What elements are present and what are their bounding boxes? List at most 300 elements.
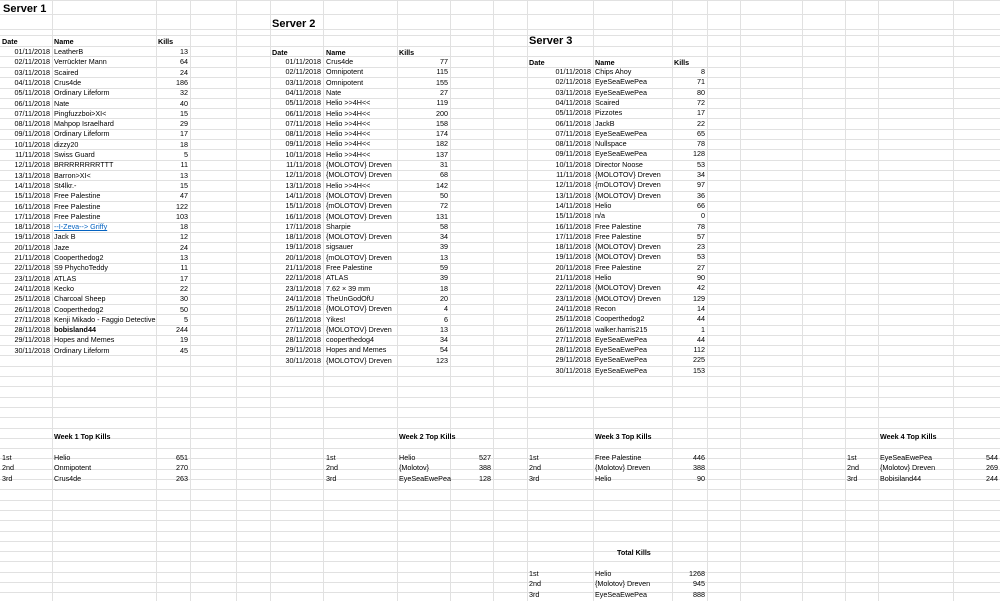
week2-name-cell[interactable]: Helio — [399, 453, 416, 462]
server2-date-cell[interactable]: 09/11/2018 — [285, 139, 321, 149]
server2-name-cell[interactable]: Omnipotent — [326, 67, 364, 77]
server1-date-cell[interactable]: 30/11/2018 — [14, 345, 50, 355]
server1-kills-cell[interactable]: 5 — [184, 314, 188, 324]
server2-name-cell[interactable]: Free Palestine — [326, 263, 373, 272]
server1-kills-cell[interactable]: 17 — [180, 273, 188, 283]
server2-date-cell[interactable]: 08/11/2018 — [285, 129, 321, 139]
week3-kills-cell[interactable]: 446 — [693, 453, 705, 462]
week3-kills-cell[interactable]: 388 — [693, 463, 705, 473]
week1-rank-cell[interactable]: 2nd — [2, 463, 14, 473]
server3-date-cell[interactable]: 13/11/2018 — [555, 190, 591, 200]
server1-name-cell[interactable]: ATLAS — [54, 273, 77, 283]
server3-date-cell[interactable]: 26/11/2018 — [555, 324, 591, 334]
server1-name-cell[interactable]: St4lkr.- — [54, 180, 77, 190]
server2-date-cell[interactable]: 11/11/2018 — [286, 160, 321, 169]
week4-rank-cell[interactable]: 2nd — [847, 463, 859, 473]
server3-kills-cell[interactable]: 225 — [693, 355, 705, 365]
server3-name-cell[interactable]: {MOLOTOV} Dreven — [595, 252, 661, 262]
server1-date-cell[interactable]: 12/11/2018 — [14, 160, 50, 170]
server1-kills-cell[interactable]: 40 — [180, 98, 188, 108]
server1-name-cell[interactable]: S9 PhychoTeddy — [54, 263, 108, 273]
week2-title[interactable]: Week 2 Top Kills — [399, 432, 456, 441]
server3-name-cell[interactable]: walker.harris215 — [595, 324, 648, 334]
server3-name-cell[interactable]: EyeSeaEwePea — [595, 355, 647, 365]
server2-kills-cell[interactable]: 58 — [440, 221, 448, 231]
server2-date-cell[interactable]: 04/11/2018 — [285, 87, 321, 97]
server3-name-cell[interactable]: Scaired — [595, 97, 620, 107]
server2-kills-cell[interactable]: 59 — [440, 263, 448, 272]
server1-date-cell[interactable]: 13/11/2018 — [14, 170, 50, 180]
server1-name-cell[interactable]: Mahpop Israelhard — [54, 119, 114, 129]
server3-kills-cell[interactable]: 112 — [693, 345, 705, 355]
server1-date-cell[interactable]: 20/11/2018 — [14, 242, 50, 252]
server2-kills-cell[interactable]: 6 — [444, 314, 448, 324]
server1-header-date[interactable]: Date — [2, 37, 18, 46]
week1-rank-cell[interactable]: 1st — [2, 453, 12, 462]
server2-name-cell[interactable]: Sharpie — [326, 221, 351, 231]
week4-rank-cell[interactable]: 1st — [847, 453, 857, 462]
server2-kills-cell[interactable]: 142 — [436, 180, 448, 190]
server1-kills-cell[interactable]: 64 — [180, 57, 188, 67]
server2-name-cell[interactable]: Helio >>4H<< — [326, 139, 371, 149]
server2-date-cell[interactable]: 03/11/2018 — [285, 77, 321, 87]
server2-name-cell[interactable]: Helio >>4H<< — [326, 129, 371, 139]
week3-rank-cell[interactable]: 1st — [529, 453, 539, 462]
server1-date-cell[interactable]: 11/11/2018 — [15, 150, 50, 159]
server1-date-cell[interactable]: 17/11/2018 — [14, 211, 50, 221]
week2-rank-cell[interactable]: 2nd — [326, 463, 338, 473]
week1-kills-cell[interactable]: 263 — [176, 473, 188, 483]
server2-date-cell[interactable]: 22/11/2018 — [285, 273, 321, 283]
server1-date-cell[interactable]: 10/11/2018 — [14, 139, 50, 149]
server3-name-cell[interactable]: Director Noose — [595, 159, 643, 169]
week1-name-cell[interactable]: Onmipotent — [54, 463, 92, 473]
server3-date-cell[interactable]: 09/11/2018 — [555, 149, 591, 159]
server3-date-cell[interactable]: 17/11/2018 — [555, 231, 591, 241]
server3-name-cell[interactable]: Helio — [595, 273, 612, 282]
week4-name-cell[interactable]: Bobisiland44 — [880, 473, 922, 483]
server1-date-cell[interactable]: 19/11/2018 — [14, 232, 50, 242]
server1-date-cell[interactable]: 15/11/2018 — [14, 191, 50, 201]
server3-kills-cell[interactable]: 90 — [697, 273, 705, 282]
server1-date-cell[interactable]: 24/11/2018 — [14, 283, 50, 293]
server2-name-cell[interactable]: {MOLOTOV} Dreven — [326, 160, 392, 169]
server2-kills-cell[interactable]: 158 — [436, 118, 448, 128]
server1-kills-cell[interactable]: 30 — [180, 294, 188, 304]
server1-date-cell[interactable]: 28/11/2018 — [14, 325, 50, 335]
server1-date-cell[interactable]: 07/11/2018 — [14, 108, 50, 118]
server1-name-cell[interactable]: Ordinary Lifeform — [54, 129, 110, 139]
server1-name-cell[interactable]: LeatherB — [54, 47, 84, 56]
server1-name-cell[interactable]: Free Palestine — [54, 211, 101, 221]
server1-date-cell[interactable]: 25/11/2018 — [14, 294, 50, 304]
week1-rank-cell[interactable]: 3rd — [2, 473, 13, 483]
server2-name-cell[interactable]: Nate — [326, 87, 342, 97]
server2-kills-cell[interactable]: 131 — [436, 211, 448, 221]
server1-kills-cell[interactable]: 15 — [180, 180, 188, 190]
server1-date-cell[interactable]: 02/11/2018 — [14, 57, 50, 67]
server2-date-cell[interactable]: 24/11/2018 — [285, 293, 321, 303]
week2-name-cell[interactable]: EyeSeaEwePea — [399, 473, 451, 483]
server3-name-cell[interactable]: Recon — [595, 303, 616, 313]
server3-name-cell[interactable]: {MOLOTOV} Dreven — [595, 190, 661, 200]
server2-date-cell[interactable]: 26/11/2018 — [285, 314, 321, 324]
total-kills-cell[interactable]: 1268 — [689, 569, 705, 578]
server1-name-cell[interactable]: Hopes and Memes — [54, 335, 115, 345]
server1-name-cell[interactable]: Scaired — [54, 67, 79, 77]
server3-date-cell[interactable]: 25/11/2018 — [555, 314, 591, 324]
server3-name-cell[interactable]: n/a — [595, 211, 605, 221]
server3-header-name[interactable]: Name — [595, 58, 615, 67]
server1-kills-cell[interactable]: 18 — [180, 139, 188, 149]
server3-kills-cell[interactable]: 97 — [697, 180, 705, 190]
server2-date-cell[interactable]: 10/11/2018 — [285, 149, 321, 159]
server2-kills-cell[interactable]: 68 — [440, 170, 448, 180]
server3-date-cell[interactable]: 07/11/2018 — [555, 128, 591, 138]
server1-kills-cell[interactable]: 17 — [180, 129, 188, 139]
week4-name-cell[interactable]: EyeSeaEwePea — [880, 453, 932, 462]
server2-date-cell[interactable]: 15/11/2018 — [285, 201, 321, 211]
server1-name-cell[interactable]: Barron>XI< — [54, 170, 91, 180]
server2-name-cell[interactable]: Helio >>4H<< — [326, 149, 371, 159]
server3-date-cell[interactable]: 01/11/2018 — [555, 67, 591, 76]
total-rank-cell[interactable]: 1st — [529, 569, 539, 578]
server3-name-cell[interactable]: EyeSeaEwePea — [595, 334, 647, 344]
week2-rank-cell[interactable]: 3rd — [326, 473, 337, 483]
server3-name-cell[interactable]: Pizzotes — [595, 108, 623, 118]
server2-header-name[interactable]: Name — [326, 48, 346, 57]
server3-header-kills[interactable]: Kills — [674, 58, 690, 67]
server2-name-cell[interactable]: {MOLOTOV} Dreven — [326, 355, 392, 365]
server3-date-cell[interactable]: 21/11/2018 — [555, 273, 591, 282]
server3-name-cell[interactable]: EyeSeaEwePea — [595, 345, 647, 355]
server3-date-cell[interactable]: 04/11/2018 — [555, 97, 591, 107]
server3-date-cell[interactable]: 02/11/2018 — [555, 77, 591, 87]
week1-name-cell[interactable]: Helio — [54, 453, 71, 462]
total-kills-cell[interactable]: 945 — [693, 579, 705, 589]
week3-name-cell[interactable]: Helio — [595, 473, 612, 483]
server1-name-cell[interactable]: Kecko — [54, 283, 74, 293]
server3-name-cell[interactable]: EyeSeaEwePea — [595, 87, 647, 97]
server2-kills-cell[interactable]: 20 — [440, 293, 448, 303]
server1-kills-cell[interactable]: 13 — [180, 47, 188, 56]
server3-kills-cell[interactable]: 66 — [697, 200, 705, 210]
total-kills-title[interactable]: Total Kills — [617, 548, 651, 557]
server2-name-cell[interactable]: {MOLOTOV} Dreven — [326, 170, 392, 180]
server1-kills-cell[interactable]: 5 — [184, 150, 188, 159]
server2-kills-cell[interactable]: 182 — [436, 139, 448, 149]
week3-title[interactable]: Week 3 Top Kills — [595, 432, 652, 441]
server2-kills-cell[interactable]: 13 — [440, 324, 448, 334]
server2-kills-cell[interactable]: 123 — [436, 355, 448, 365]
server3-kills-cell[interactable]: 36 — [697, 190, 705, 200]
server2-date-cell[interactable]: 12/11/2018 — [285, 170, 321, 180]
server3-date-cell[interactable]: 19/11/2018 — [555, 252, 591, 262]
server2-name-cell[interactable]: Helio >>4H<< — [326, 98, 371, 108]
server3-date-cell[interactable]: 18/11/2018 — [555, 242, 591, 252]
server2-date-cell[interactable]: 01/11/2018 — [285, 57, 321, 66]
server3-kills-cell[interactable]: 44 — [697, 314, 705, 324]
server1-date-cell[interactable]: 08/11/2018 — [14, 119, 50, 129]
server2-date-cell[interactable]: 13/11/2018 — [285, 180, 321, 190]
server3-date-cell[interactable]: 27/11/2018 — [555, 334, 591, 344]
server1-date-cell[interactable]: 05/11/2018 — [14, 88, 50, 98]
server3-title[interactable]: Server 3 — [529, 35, 573, 47]
server3-kills-cell[interactable]: 128 — [693, 149, 705, 159]
server1-date-cell[interactable]: 22/11/2018 — [14, 263, 50, 273]
server3-date-cell[interactable]: 14/11/2018 — [555, 200, 591, 210]
server1-kills-cell[interactable]: 13 — [180, 170, 188, 180]
server1-kills-cell[interactable]: 22 — [180, 283, 188, 293]
server2-name-cell[interactable]: {MOLOTOV} Dreven — [326, 324, 392, 334]
week2-name-cell[interactable]: {Molotov} — [399, 463, 429, 473]
server2-name-cell[interactable]: Yikes! — [326, 314, 346, 324]
server3-name-cell[interactable]: Free Palestine — [595, 231, 642, 241]
server3-date-cell[interactable]: 16/11/2018 — [555, 221, 591, 231]
server3-name-cell[interactable]: Free Palestine — [595, 221, 642, 231]
server1-date-cell[interactable]: 14/11/2018 — [14, 180, 50, 190]
server3-kills-cell[interactable]: 53 — [697, 159, 705, 169]
server1-date-cell[interactable]: 29/11/2018 — [14, 335, 50, 345]
server2-kills-cell[interactable]: 200 — [436, 108, 448, 118]
server2-name-cell[interactable]: Hopes and Memes — [326, 345, 387, 355]
server1-date-cell[interactable]: 18/11/2018 — [14, 222, 50, 232]
server2-name-cell[interactable]: Omnipotent — [326, 77, 364, 87]
server3-name-cell[interactable]: JackB — [595, 118, 615, 128]
server1-name-cell[interactable]: Nate — [54, 98, 70, 108]
server2-date-cell[interactable]: 16/11/2018 — [285, 211, 321, 221]
server2-name-cell[interactable]: ATLAS — [326, 273, 349, 283]
week1-title[interactable]: Week 1 Top Kills — [54, 432, 111, 441]
server2-date-cell[interactable]: 17/11/2018 — [285, 221, 321, 231]
server2-kills-cell[interactable]: 34 — [440, 232, 448, 242]
server1-kills-cell[interactable]: 32 — [180, 88, 188, 98]
server1-kills-cell[interactable]: 47 — [180, 191, 188, 201]
server2-kills-cell[interactable]: 31 — [440, 160, 448, 169]
server1-title[interactable]: Server 1 — [3, 3, 47, 15]
server3-name-cell[interactable]: {MOLOTOV} Dreven — [595, 242, 661, 252]
server2-kills-cell[interactable]: 39 — [440, 242, 448, 252]
server1-name-cell[interactable]: Ordinary Lifeform — [54, 88, 110, 98]
server2-kills-cell[interactable]: 137 — [436, 149, 448, 159]
week3-name-cell[interactable]: Free Palestine — [595, 453, 642, 462]
server2-name-cell[interactable]: sigsauer — [326, 242, 354, 252]
server3-kills-cell[interactable]: 0 — [701, 211, 705, 221]
server2-name-cell[interactable]: TheUnGodOfU — [326, 293, 374, 303]
week1-kills-cell[interactable]: 270 — [176, 463, 188, 473]
server3-name-cell[interactable]: {mOLOTOV} Dreven — [595, 180, 661, 190]
server1-date-cell[interactable]: 03/11/2018 — [14, 67, 50, 77]
server2-kills-cell[interactable]: 13 — [440, 252, 448, 262]
server1-kills-cell[interactable]: 18 — [180, 222, 188, 232]
server3-kills-cell[interactable]: 71 — [697, 77, 705, 87]
server3-name-cell[interactable]: Helio — [595, 200, 612, 210]
server2-date-cell[interactable]: 27/11/2018 — [285, 324, 321, 334]
server1-name-cell[interactable]: Crus4de — [54, 77, 82, 87]
server1-kills-cell[interactable]: 244 — [176, 325, 188, 335]
server3-name-cell[interactable]: {MOLOTOV} Dreven — [595, 170, 661, 179]
server3-name-cell[interactable]: Nullspace — [595, 139, 627, 149]
week3-kills-cell[interactable]: 90 — [697, 473, 705, 483]
server2-name-cell[interactable]: {mOLOTOV} Dreven — [326, 201, 392, 211]
server1-name-cell[interactable]: Kenji Mikado - Faggio Detective — [54, 314, 156, 324]
server2-date-cell[interactable]: 05/11/2018 — [285, 98, 321, 108]
server1-name-cell[interactable]: Pingfuzzboi>XI< — [54, 108, 107, 118]
server2-header-date[interactable]: Date — [272, 48, 288, 57]
server2-kills-cell[interactable]: 27 — [440, 87, 448, 97]
week1-name-cell[interactable]: Crus4de — [54, 473, 82, 483]
total-kills-cell[interactable]: 888 — [693, 589, 705, 599]
server2-date-cell[interactable]: 06/11/2018 — [285, 108, 321, 118]
server2-date-cell[interactable]: 02/11/2018 — [285, 67, 321, 77]
server3-date-cell[interactable]: 10/11/2018 — [555, 159, 591, 169]
server1-kills-cell[interactable]: 12 — [180, 232, 188, 242]
server1-name-cell[interactable]: Verrückter Mann — [54, 57, 107, 67]
server2-date-cell[interactable]: 28/11/2018 — [285, 335, 321, 345]
server2-date-cell[interactable]: 25/11/2018 — [285, 304, 321, 314]
server2-kills-cell[interactable]: 115 — [436, 67, 448, 77]
server1-kills-cell[interactable]: 19 — [180, 335, 188, 345]
server3-date-cell[interactable]: 12/11/2018 — [555, 180, 591, 190]
server1-name-cell[interactable]: Jaze — [54, 242, 70, 252]
server2-name-cell[interactable]: {mOLOTOV} Dreven — [326, 252, 392, 262]
server3-name-cell[interactable]: EyeSeaEwePea — [595, 77, 647, 87]
server3-name-cell[interactable]: EyeSeaEwePea — [595, 365, 647, 375]
server2-name-cell[interactable]: {MOLOTOV} Dreven — [326, 190, 392, 200]
server1-name-cell[interactable]: Cooperthedog2 — [54, 253, 104, 262]
server2-date-cell[interactable]: 19/11/2018 — [285, 242, 321, 252]
server1-kills-cell[interactable]: 24 — [180, 67, 188, 77]
server1-date-cell[interactable]: 04/11/2018 — [14, 77, 50, 87]
server3-name-cell[interactable]: {MOLOTOV} Dreven — [595, 293, 661, 303]
server2-date-cell[interactable]: 14/11/2018 — [285, 190, 321, 200]
server2-name-cell[interactable]: Crus4de — [326, 57, 354, 66]
server1-date-cell[interactable]: 09/11/2018 — [14, 129, 50, 139]
server1-date-cell[interactable]: 27/11/2018 — [14, 314, 50, 324]
server3-date-cell[interactable]: 15/11/2018 — [555, 211, 591, 221]
server1-kills-cell[interactable]: 186 — [176, 77, 188, 87]
server3-name-cell[interactable]: {MOLOTOV} Dreven — [595, 283, 661, 293]
server3-date-cell[interactable]: 23/11/2018 — [555, 293, 591, 303]
server1-date-cell[interactable]: 26/11/2018 — [14, 304, 50, 314]
total-rank-cell[interactable]: 3rd — [529, 589, 540, 599]
server3-kills-cell[interactable]: 34 — [697, 170, 705, 179]
server3-date-cell[interactable]: 22/11/2018 — [555, 283, 591, 293]
week1-kills-cell[interactable]: 651 — [176, 453, 188, 462]
server3-date-cell[interactable]: 29/11/2018 — [555, 355, 591, 365]
server1-name-cell[interactable]: Free Palestine — [54, 191, 101, 201]
server2-kills-cell[interactable]: 174 — [436, 129, 448, 139]
server1-kills-cell[interactable]: 11 — [180, 160, 188, 170]
server1-kills-cell[interactable]: 50 — [180, 304, 188, 314]
server3-header-date[interactable]: Date — [529, 58, 545, 67]
server2-kills-cell[interactable]: 77 — [440, 57, 448, 66]
server3-date-cell[interactable]: 03/11/2018 — [555, 87, 591, 97]
server2-name-cell[interactable]: cooperthedog4 — [326, 335, 374, 345]
server3-kills-cell[interactable]: 153 — [693, 365, 705, 375]
server2-kills-cell[interactable]: 50 — [440, 190, 448, 200]
server3-kills-cell[interactable]: 1 — [701, 324, 705, 334]
week4-kills-cell[interactable]: 244 — [986, 473, 998, 483]
server3-name-cell[interactable]: EyeSeaEwePea — [595, 128, 647, 138]
server2-name-cell[interactable]: {MOLOTOV} Dreven — [326, 304, 392, 314]
server3-kills-cell[interactable]: 8 — [701, 67, 705, 76]
server2-name-cell[interactable]: Helio >>4H<< — [326, 108, 371, 118]
server2-date-cell[interactable]: 20/11/2018 — [285, 252, 321, 262]
week4-kills-cell[interactable]: 544 — [986, 453, 998, 462]
week4-kills-cell[interactable]: 269 — [986, 463, 998, 473]
server1-date-cell[interactable]: 01/11/2018 — [14, 47, 50, 56]
server1-date-cell[interactable]: 06/11/2018 — [14, 98, 50, 108]
server1-header-name[interactable]: Name — [54, 37, 74, 46]
server1-name-cell[interactable]: BRRRRRRRRTTT — [54, 160, 114, 170]
week3-rank-cell[interactable]: 3rd — [529, 473, 540, 483]
server3-date-cell[interactable]: 05/11/2018 — [555, 108, 591, 118]
week4-title[interactable]: Week 4 Top Kills — [880, 432, 937, 441]
server3-kills-cell[interactable]: 80 — [697, 87, 705, 97]
server2-name-cell[interactable]: Helio >>4H<< — [326, 180, 371, 190]
server3-date-cell[interactable]: 24/11/2018 — [555, 303, 591, 313]
server1-date-cell[interactable]: 16/11/2018 — [14, 201, 50, 211]
server3-date-cell[interactable]: 30/11/2018 — [555, 365, 591, 375]
server1-date-cell[interactable]: 23/11/2018 — [14, 273, 50, 283]
server1-date-cell[interactable]: 21/11/2018 — [14, 253, 50, 262]
server3-kills-cell[interactable]: 23 — [697, 242, 705, 252]
server2-kills-cell[interactable]: 72 — [440, 201, 448, 211]
server2-date-cell[interactable]: 21/11/2018 — [285, 263, 321, 272]
server1-kills-cell[interactable]: 45 — [180, 345, 188, 355]
server1-name-cell[interactable]: Jack B — [54, 232, 76, 242]
server1-name-cell[interactable]: dizzy20 — [54, 139, 79, 149]
server3-kills-cell[interactable]: 27 — [697, 262, 705, 272]
total-name-cell[interactable]: EyeSeaEwePea — [595, 589, 647, 599]
server3-kills-cell[interactable]: 78 — [697, 221, 705, 231]
server3-name-cell[interactable]: EyeSeaEwePea — [595, 149, 647, 159]
server3-kills-cell[interactable]: 57 — [697, 231, 705, 241]
server2-header-kills[interactable]: Kills — [399, 48, 415, 57]
server2-date-cell[interactable]: 29/11/2018 — [285, 345, 321, 355]
week2-rank-cell[interactable]: 1st — [326, 453, 336, 462]
server3-name-cell[interactable]: Chips Ahoy — [595, 67, 632, 76]
server2-title[interactable]: Server 2 — [272, 18, 316, 30]
server1-kills-cell[interactable]: 13 — [180, 253, 188, 262]
week4-rank-cell[interactable]: 3rd — [847, 473, 858, 483]
week3-name-cell[interactable]: {Molotov} Dreven — [595, 463, 651, 473]
server3-date-cell[interactable]: 20/11/2018 — [555, 262, 591, 272]
server2-date-cell[interactable]: 23/11/2018 — [285, 283, 321, 293]
server1-kills-cell[interactable]: 11 — [180, 263, 188, 273]
server1-name-cell[interactable]: Ordinary Lifeform — [54, 345, 110, 355]
server1-name-cell[interactable]: Charcoal Sheep — [54, 294, 106, 304]
server1-kills-cell[interactable]: 15 — [180, 108, 188, 118]
total-name-cell[interactable]: Helio — [595, 569, 612, 578]
server3-kills-cell[interactable]: 129 — [693, 293, 705, 303]
week3-rank-cell[interactable]: 2nd — [529, 463, 541, 473]
server1-header-kills[interactable]: Kills — [158, 37, 174, 46]
server3-kills-cell[interactable]: 42 — [697, 283, 705, 293]
server3-date-cell[interactable]: 28/11/2018 — [555, 345, 591, 355]
total-rank-cell[interactable]: 2nd — [529, 579, 541, 589]
server3-name-cell[interactable]: Free Palestine — [595, 262, 642, 272]
server2-kills-cell[interactable]: 119 — [436, 98, 448, 108]
week2-kills-cell[interactable]: 128 — [479, 473, 491, 483]
server1-name-cell[interactable]: Cooperthedog2 — [54, 304, 104, 314]
server2-date-cell[interactable]: 18/11/2018 — [285, 232, 321, 242]
server1-name-cell[interactable]: Free Palestine — [54, 201, 101, 211]
server3-kills-cell[interactable]: 72 — [697, 97, 705, 107]
server3-date-cell[interactable]: 11/11/2018 — [556, 170, 591, 179]
server1-kills-cell[interactable]: 103 — [176, 211, 188, 221]
